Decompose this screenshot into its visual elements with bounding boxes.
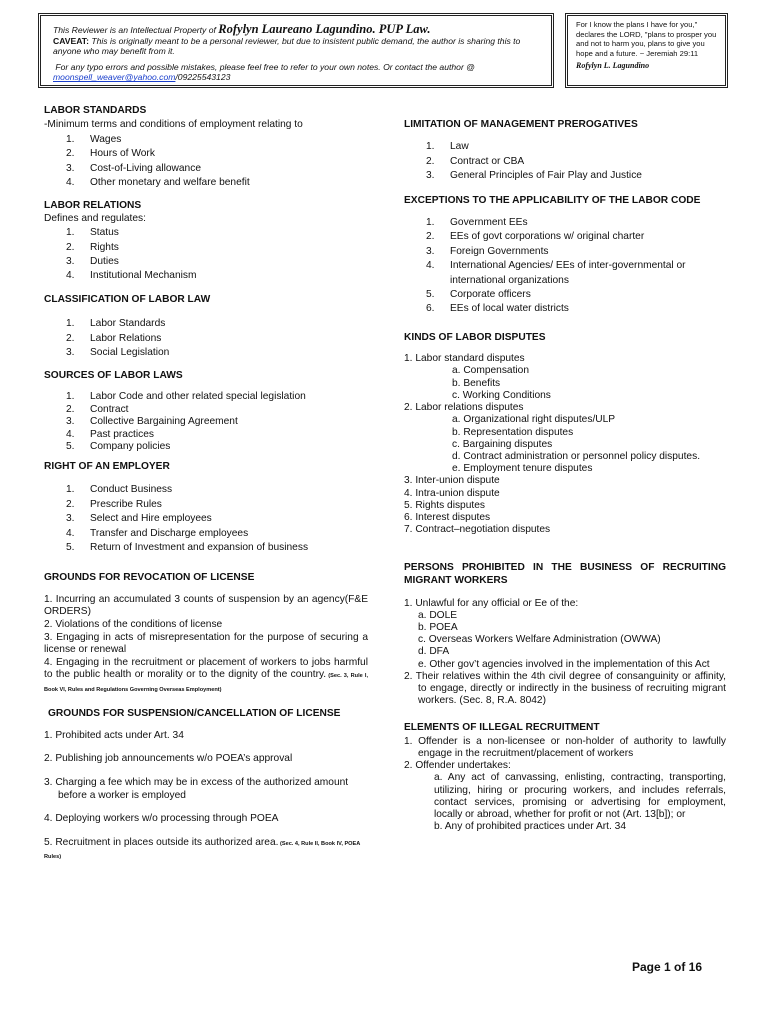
suspension-heading: GROUNDS FOR SUSPENSION/CANCELLATION OF LICENSE <box>48 708 341 720</box>
disputes-subitem: c. Bargaining disputes <box>452 438 553 450</box>
list-item: 1. Labor Standards <box>66 318 166 330</box>
list-item: 4. Past practices <box>66 428 154 440</box>
classification-heading: CLASSIFICATION OF LABOR LAW <box>44 293 211 305</box>
disputes-item: 5. Rights disputes <box>404 499 485 511</box>
caveat-label: CAVEAT: <box>53 35 89 46</box>
list-item: 1. Status <box>66 227 119 239</box>
contact-line <box>53 72 541 83</box>
persons-item: 1. Unlawful for any official or Ee of the: <box>404 597 579 609</box>
list-item: 2. Hours of Work <box>66 148 155 160</box>
list-item: 2. Prescribe Rules <box>66 498 162 510</box>
persons-subitem: d. DFA <box>418 646 450 658</box>
notes-line <box>53 62 541 73</box>
list-item: 1. Conduct Business <box>66 484 173 496</box>
author-phone: /09225543123 <box>175 72 231 83</box>
list-item: 2. Contract or CBA <box>426 155 525 167</box>
persons-heading: PERSONS PROHIBITED IN THE BUSINESS OF RECRUITING MIGRANT WORKERS <box>404 562 726 586</box>
list-item: 5. Return of Investment and expansion of business <box>66 541 309 553</box>
persons-list <box>404 598 726 708</box>
ownership-line <box>53 24 541 36</box>
suspension-item: 2. Publishing job announcements w/o POEA’s approval <box>44 753 293 765</box>
illegal-subitem: a. Any act of canvassing, enlisting, contracting, transporting, utilizing, hiring or procuring workers, and includes referrals, contact services, promising or advertising for employment, locally or abroad, whether for profit or not (Art. 13[b]); or <box>434 772 726 820</box>
disputes-subitem: d. Contract administration or personnel policy disputes. <box>452 450 701 462</box>
disputes-subitem: b. Benefits <box>452 377 501 389</box>
disputes-item: 1. Labor standard disputes <box>404 353 525 365</box>
labor-relations-heading: LABOR RELATIONS <box>44 200 142 212</box>
labor-relations-list <box>44 226 368 284</box>
list-item: 1. Law <box>426 141 469 153</box>
revocation-item: 3. Engaging in acts of misrepresentation for the purpose of securing a license or renewal <box>44 631 368 656</box>
persons-subitem: e. Other gov’t agencies involved in the implementation of this Act <box>418 658 710 670</box>
suspension-item: 1. Prohibited acts under Art. 34 <box>44 729 184 741</box>
disputes-subitem: b. Representation disputes <box>452 426 574 438</box>
ownership-prefix: This Reviewer is an Intellectual Property of <box>53 25 219 35</box>
list-item: 3. Select and Hire employees <box>66 513 212 525</box>
notes-text: For any typo errors and possible mistakes, please feel free to refer to your own notes. Or contact the author @ <box>55 61 475 72</box>
employer-rights-heading: RIGHT OF AN EMPLOYER <box>44 460 170 472</box>
revocation-item: 1. Incurring an accumulated 3 counts of suspension by an agency(F&E ORDERS) <box>44 593 368 618</box>
bible-quote-box <box>565 13 728 88</box>
disputes-item: 7. Contract–negotiation disputes <box>404 524 551 536</box>
revocation-heading: GROUNDS FOR REVOCATION OF LICENSE <box>44 572 255 584</box>
revocation-list <box>44 594 368 697</box>
illegal-item: 1. Offender is a non-licensee or non-holder of authority to lawfully engage in the recruitment/placement of workers <box>404 735 726 759</box>
list-item: 2. Rights <box>66 241 119 253</box>
disputes-item: 4. Intra-union dispute <box>404 487 500 499</box>
revocation-item: 4. Engaging in the recruitment or placement of workers to jobs harmful to the public health or morality or to the dignity of the country. (Sec. 3, Rule I, Book VI, Rules and Regulations Governing Overseas Employment) <box>44 656 368 693</box>
list-item: 2. EEs of govt corporations w/ original charter <box>426 231 645 243</box>
illegal-subitem: b. Any of prohibited practices under Art. 34 <box>434 821 626 833</box>
illegal-recruitment-heading: ELEMENTS OF ILLEGAL RECRUITMENT <box>404 722 600 734</box>
list-item: 4. International Agencies/ EEs of inter-governmental or international organizations <box>426 260 686 286</box>
disputes-subitem: a. Organizational right disputes/ULP <box>452 414 616 426</box>
list-item: 5. Company policies <box>66 441 171 453</box>
disputes-heading: KINDS OF LABOR DISPUTES <box>404 331 546 343</box>
disputes-subitem: e. Employment tenure disputes <box>452 463 593 475</box>
sources-heading: SOURCES OF LABOR LAWS <box>44 369 183 381</box>
employer-rights-list <box>44 483 368 555</box>
exceptions-heading: EXCEPTIONS TO THE APPLICABILITY OF THE LABOR CODE <box>404 194 701 206</box>
page-number: Page 1 of 16 <box>632 960 703 974</box>
disputes-item: 3. Inter-union dispute <box>404 475 500 487</box>
persons-subitem: a. DOLE <box>418 609 458 621</box>
suspension-item: 4. Deploying workers w/o processing through POEA <box>44 813 279 825</box>
list-item: 2. Labor Relations <box>66 332 162 344</box>
caveat-text: This is originally meant to be a personal reviewer, but due to insistent public demand, the author is sharing this to anyone who may benefit from it. <box>53 35 521 57</box>
disputes-item: 2. Labor relations disputes <box>404 402 524 414</box>
disputes-item: 6. Interest disputes <box>404 511 491 523</box>
persons-item: 2. Their relatives within the 4th civil degree of consanguinity or affinity, to engage, directly or indirectly in the business of recruiting migrant workers. (Sec. 8, R.A. 8042) <box>404 670 726 707</box>
list-item: 3. Cost-of-Living allowance <box>66 162 201 174</box>
list-item: 4. Institutional Mechanism <box>66 270 197 282</box>
disputes-subitem: c. Working Conditions <box>452 389 551 401</box>
right-column <box>404 104 726 833</box>
suspension-list <box>44 730 368 864</box>
author-name: Rofylyn Laureano Lagundino. PUP Law. <box>218 22 431 36</box>
list-item: 4. Other monetary and welfare benefit <box>66 177 250 189</box>
author-email-link[interactable]: moonspell_weaver@yahoo.com <box>53 72 176 83</box>
persons-subitem: c. Overseas Workers Welfare Administration (OWWA) <box>418 634 661 646</box>
classification-list <box>44 317 368 360</box>
list-item: 3. Social Legislation <box>66 347 170 359</box>
list-item: 3. Duties <box>66 256 119 268</box>
list-item: 4. Transfer and Discharge employees <box>66 527 249 539</box>
list-item: 1. Government EEs <box>426 217 528 229</box>
suspension-item: 5. Recruitment in places outside its authorized area. (Sec. 4, Rule II, Book IV, POEA Rules) <box>44 836 361 861</box>
caveat-line <box>53 36 541 57</box>
list-item: 3. General Principles of Fair Play and Justice <box>426 170 642 182</box>
sources-list <box>44 391 368 454</box>
revocation-item: 2. Violations of the conditions of license <box>44 618 223 630</box>
revocation-citation: (Sec. 3, Rule I, Book VI, Rules and Regulations Governing Overseas Employment) <box>44 673 368 693</box>
list-item: 6. EEs of local water districts <box>426 303 569 315</box>
list-item: 3. Collective Bargaining Agreement <box>66 416 238 428</box>
labor-standards-intro: -Minimum terms and conditions of employment relating to <box>44 119 303 131</box>
illegal-item: 2. Offender undertakes: <box>404 760 511 772</box>
list-item: 2. Contract <box>66 403 129 415</box>
management-list <box>404 140 726 183</box>
left-column <box>44 104 368 864</box>
list-item: 1. Labor Code and other related special legislation <box>66 390 306 402</box>
quote-text: For I know the plans I have for you," declares the LORD, "plans to prosper you and not to harm you, plans to give you hope and a future. ~ Jeremiah 29:11 <box>576 20 717 58</box>
suspension-item: 3. Charging a fee which may be in excess of the authorized amount before a worker is employed <box>44 777 349 801</box>
labor-relations-intro: Defines and regulates: <box>44 212 146 224</box>
management-heading: LIMITATION OF MANAGEMENT PREROGATIVES <box>404 119 638 130</box>
labor-standards-list <box>44 133 368 191</box>
labor-standards-heading: LABOR STANDARDS <box>44 105 147 116</box>
disputes-subitem: a. Compensation <box>452 365 530 377</box>
suspension-citation: (Sec. 4, Rule II, Book IV, POEA Rules) <box>44 840 361 861</box>
disputes-list <box>404 353 726 536</box>
list-item: 3. Foreign Governments <box>426 245 549 257</box>
exceptions-list <box>404 216 726 317</box>
reviewer-notice-box <box>38 13 554 88</box>
author-signature: Rofylyn L. Lagundino <box>576 61 650 71</box>
persons-subitem: b. POEA <box>418 621 458 633</box>
list-item: 5. Corporate officers <box>426 289 531 301</box>
illegal-recruitment-list <box>404 736 726 834</box>
list-item: 1. Wages <box>66 133 122 145</box>
